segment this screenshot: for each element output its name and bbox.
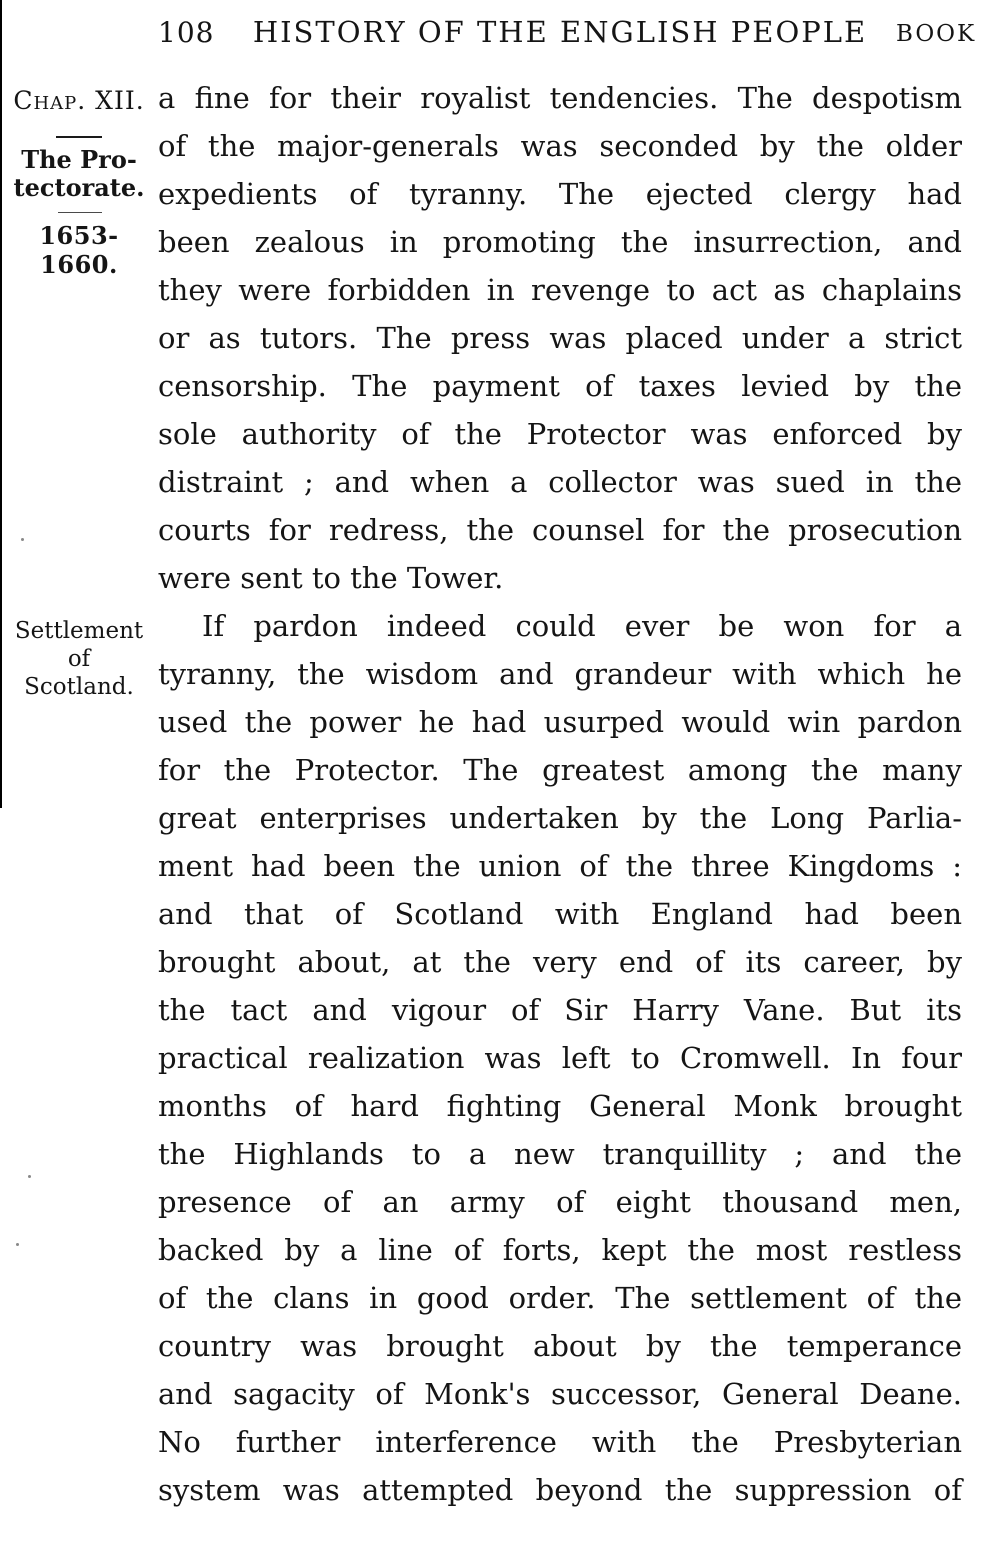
text-line: sole authority of the Protector was enforced by — [158, 417, 962, 451]
text-line: they were forbidden in revenge to act as chaplains — [158, 273, 962, 307]
text-line: brought about, at the very end of its career, by — [158, 945, 962, 979]
text-line: tyranny, the wisdom and grandeur with which he — [158, 657, 962, 691]
side-note-line: The Pro- — [21, 145, 137, 174]
margin-rule — [56, 136, 102, 138]
text-line: for the Protector. The greatest among the many — [158, 753, 962, 787]
text-line: system was attempted beyond the suppression of — [158, 1473, 962, 1507]
book-label: BOOK — [896, 21, 977, 47]
text-line: of the major-generals was seconded by the older — [158, 129, 962, 163]
text-line: great enterprises undertaken by the Long Parlia- — [158, 801, 962, 835]
text-line: a fine for their royalist tendencies. The despotism — [158, 81, 962, 115]
text-line: If pardon indeed could ever be won for a — [202, 609, 962, 643]
text-line: No further interference with the Presbyterian — [158, 1425, 962, 1459]
side-note-line: Settlement — [14, 618, 144, 644]
margin-rule — [58, 212, 102, 213]
text-line: backed by a line of forts, kept the most restless — [158, 1233, 962, 1267]
side-note-protectorate — [8, 146, 150, 202]
text-line: courts for redress, the counsel for the prosecution — [158, 513, 962, 547]
text-line: of the clans in good order. The settlement of the — [158, 1281, 962, 1315]
side-note-line: Scotland. — [24, 674, 134, 700]
text-line: the tact and vigour of Sir Harry Vane. But its — [158, 993, 962, 1027]
page-number: 108 — [158, 16, 215, 49]
text-line: were sent to the Tower. — [158, 561, 504, 595]
text-line: used the power he had usurped would win pardon — [158, 705, 962, 739]
text-line: distraint ; and when a collector was sued in the — [158, 465, 962, 499]
text-line: country was brought about by the temperance — [158, 1329, 962, 1363]
body-text — [158, 74, 962, 1514]
scan-speckle — [21, 538, 24, 541]
side-note-settlement — [8, 617, 150, 701]
text-line: and that of Scotland with England had been — [158, 897, 962, 931]
date-note: 1653-1660. — [39, 221, 119, 279]
running-title: HISTORY OF THE ENGLISH PEOPLE — [252, 15, 868, 49]
text-line: ment had been the union of the three Kingdoms : — [158, 849, 962, 883]
text-line: expedients of tyranny. The ejected clergy had — [158, 177, 962, 211]
scan-edge-line — [0, 0, 2, 808]
text-line: months of hard fighting General Monk brought — [158, 1089, 962, 1123]
text-line: or as tutors. The press was placed under a strict — [158, 321, 962, 355]
text-line: the Highlands to a new tranquillity ; and the — [158, 1137, 962, 1171]
text-line: censorship. The payment of taxes levied by the — [158, 369, 962, 403]
scan-speckle — [16, 1243, 19, 1246]
text-line: and sagacity of Monk's successor, General Deane. — [158, 1377, 962, 1411]
text-line: presence of an army of eight thousand men, — [158, 1185, 962, 1219]
chapter-note: Chap. XII. — [13, 86, 145, 115]
text-line: been zealous in promoting the insurrection, and — [158, 225, 962, 259]
text-line: practical realization was left to Cromwell. In four — [158, 1041, 962, 1075]
side-note-line: tectorate. — [13, 173, 145, 202]
scan-speckle — [28, 1175, 31, 1178]
side-note-line: of — [67, 646, 91, 672]
